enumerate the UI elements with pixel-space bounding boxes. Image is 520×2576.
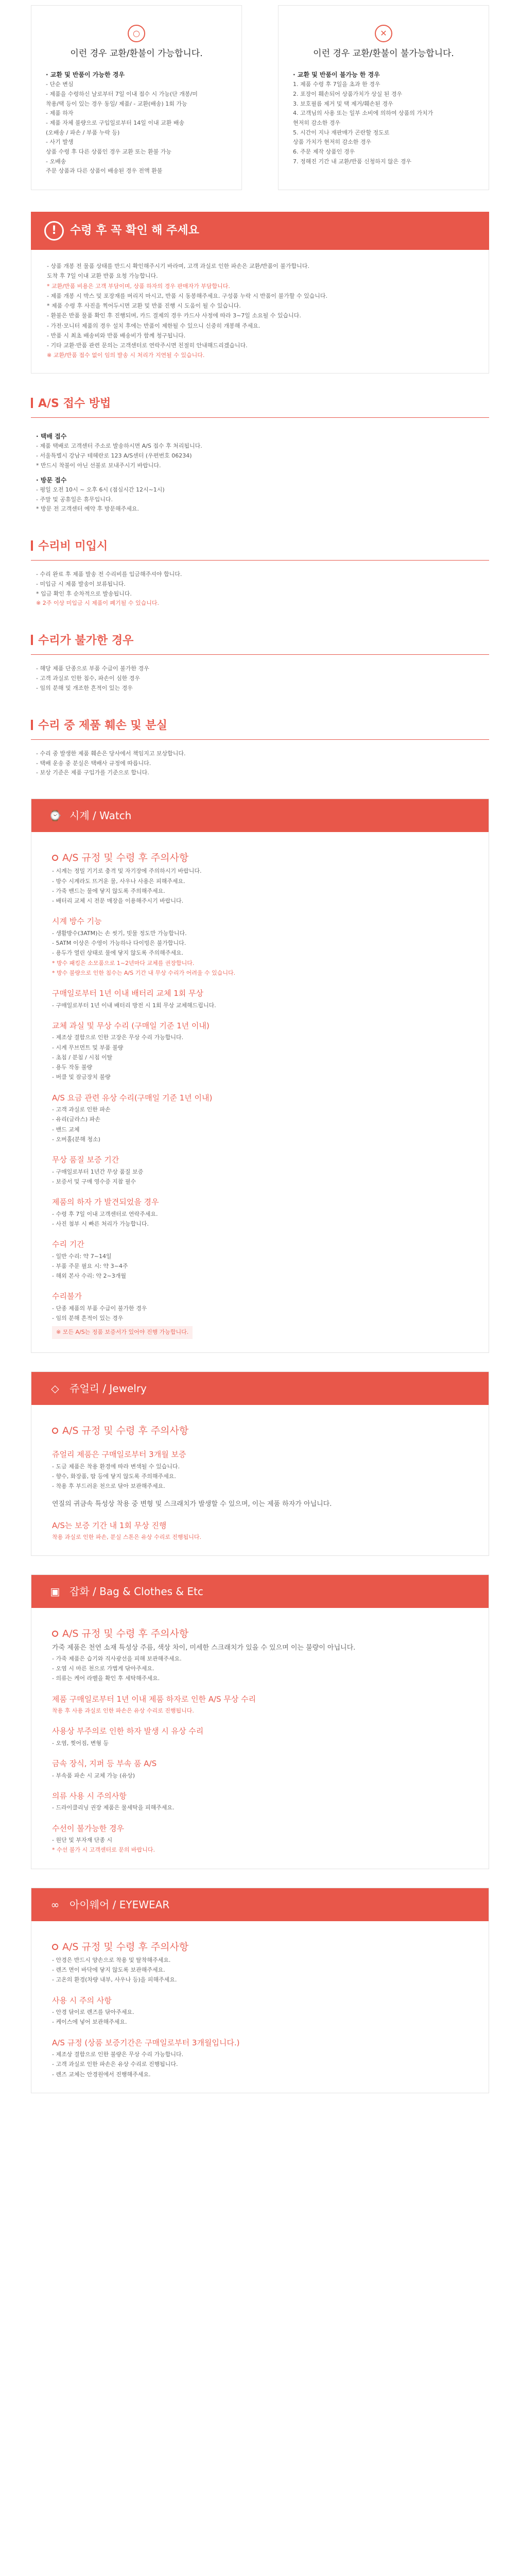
repair-fee-body xyxy=(31,561,489,611)
repair-damage-body xyxy=(31,740,489,780)
bag-sec-heading: 수선이 불가능한 경우 xyxy=(52,1823,124,1833)
watch-sec-line: - 보증서 및 구매 영수증 지참 필수 xyxy=(52,1178,136,1185)
exchange-possible-card xyxy=(31,5,242,190)
watch-sec-line: - 임의 분해 흔적이 있는 경우 xyxy=(52,1315,124,1322)
bag-lead: 가죽 제품은 천연 소재 특성상 주름, 색상 차이, 미세한 스크래치가 있을 수 있으며 이는 불량이 아닙니다. xyxy=(52,1643,356,1652)
possible-line: (오배송 / 파손 / 부품 누락 등) xyxy=(46,129,120,136)
bag-body xyxy=(31,1608,489,1868)
circle-o-icon: ○ xyxy=(128,25,145,42)
watch-sec-line: - 구매일로부터 1년 이내 배터리 방전 시 1회 무상 교체해드립니다. xyxy=(52,1002,216,1009)
possible-line: - 제품을 수령하신 날로부터 7일 이내 접수 시 가능(단 개봉/미 xyxy=(46,90,198,97)
notice-red-line: ※ 교환/반품 접수 없이 임의 발송 시 처리가 지연될 수 있습니다. xyxy=(47,352,205,359)
bag-icon: ▣ xyxy=(50,1585,60,1598)
possible-line: 상품 수령 후 다른 상품인 경우 교환 또는 환불 가능 xyxy=(46,148,171,156)
x-mark-icon: ✕ xyxy=(375,25,392,42)
watch-sec-line: - 유리(글라스) 파손 xyxy=(52,1116,100,1123)
bag-line: - 가죽 제품은 습기와 직사광선을 피해 보관해주세요. xyxy=(52,1655,182,1662)
watch-sec-heading: 수리 기간 xyxy=(52,1240,84,1249)
eyewear-line: - 고온의 환경(차량 내부, 사우나 등)을 피해주세요. xyxy=(52,1976,177,1984)
title-bar xyxy=(31,720,33,730)
bag-category xyxy=(31,1574,489,1869)
jewelry-line: - 착용 후 부드러운 천으로 닦아 보관해주세요. xyxy=(52,1483,165,1490)
notice-section xyxy=(0,190,520,374)
notice-line: 도착 후 7일 이내 교환 반품 요청 가능합니다. xyxy=(47,273,158,280)
jewelry-body xyxy=(31,1405,489,1555)
as-line: - 주말 및 공휴일은 휴무입니다. xyxy=(36,496,113,503)
bag-sec-red: 착용 후 사용 과실로 인한 파손은 유상 수리로 진행됩니다. xyxy=(52,1707,194,1715)
watch-sec-line: - 5ATM 이상은 수영이 가능하나 다이빙은 불가합니다. xyxy=(52,940,186,947)
watch-sec-line: - 사진 첨부 시 빠른 처리가 가능합니다. xyxy=(52,1220,149,1227)
exchange-cards xyxy=(0,0,520,190)
watch-sec-red: * 방수 불량으로 인한 침수는 A/S 기간 내 무상 수리가 어려울 수 있습니다. xyxy=(52,969,236,976)
notice-header xyxy=(31,212,489,250)
jewelry-header: ◇ 쥬얼리 / Jewelry xyxy=(31,1372,489,1405)
repair-impossible-body xyxy=(31,655,489,695)
watch-sec-line: - 수령 후 7일 이내 고객센터로 연락주세요. xyxy=(52,1210,158,1217)
eyewear-body xyxy=(31,1921,489,2093)
impossible-lines xyxy=(293,80,474,166)
repair-fee-line: * 입금 확인 후 순차적으로 발송됩니다. xyxy=(36,590,132,597)
eyewear-header: ∞ 아이웨어 / EYEWEAR xyxy=(31,1888,489,1921)
watch-sec-heading: 구매일로부터 1년 이내 배터리 교체 1회 무상 xyxy=(52,989,204,998)
bag-subheading: A/S 규정 및 수령 후 주의사항 xyxy=(52,1625,468,1642)
bag-sec-line: - 오염, 찢어짐, 변형 등 xyxy=(52,1739,109,1747)
bag-sec-line: - 드라이클리닝 권장 제품은 물세탁을 피해주세요. xyxy=(52,1804,175,1811)
watch-sec-heading: 제품의 하자 가 발견되었을 경우 xyxy=(52,1197,159,1207)
bag-header: ▣ 잡화 / Bag & Clothes & Etc xyxy=(31,1575,489,1608)
ring-bullet-icon xyxy=(52,1631,58,1637)
watch-sec-heading: 수리불가 xyxy=(52,1292,82,1301)
watch-sec-line: - 생활방수(3ATM)는 손 씻기, 빗물 정도만 가능합니다. xyxy=(52,929,187,937)
as-group-heading: · 택배 접수 xyxy=(36,433,67,440)
repair-impossible-title: 수리가 불가한 경우 xyxy=(31,631,489,655)
bag-sec-heading: 제품 구매일로부터 1년 이내 제품 하자로 인한 A/S 무상 수리 xyxy=(52,1694,256,1704)
notice-line: - 기타 교환·반품 관련 문의는 고객센터로 연락주시면 친절히 안내해드리겠습니다. xyxy=(47,342,248,349)
impossible-line: 4. 고객님의 사용 또는 일부 소비에 의하여 상품의 가치가 xyxy=(293,110,434,117)
possible-line: - 단순 변심 xyxy=(46,81,74,88)
watch-sec-line: - 용두 작동 불량 xyxy=(52,1064,93,1071)
jewelry-lead: 연질의 귀금속 특성상 착용 중 변형 및 스크래치가 발생할 수 있으며, 이는 제품 하자가 아닙니다. xyxy=(52,1500,332,1508)
watch-sec-heading: A/S 요금 관련 유상 수리(구매일 기준 1년 이내) xyxy=(52,1093,213,1103)
impossible-line: 5. 시간이 지나 재판매가 곤란할 정도로 xyxy=(293,129,390,136)
watch-sec-line: - 버클 및 잠금장치 불량 xyxy=(52,1074,111,1081)
watch-sec-line: - 해외 본사 수리: 약 2~3개월 xyxy=(52,1273,127,1280)
repair-damage-line: - 수리 중 발생한 제품 훼손은 당사에서 책임지고 보상합니다. xyxy=(36,750,186,757)
watch-subheading: A/S 규정 및 수령 후 주의사항 xyxy=(52,850,468,866)
possible-line: - 사기 발생 xyxy=(46,139,74,146)
eyewear-sec-line: - 렌즈 교체는 안경원에서 진행해주세요. xyxy=(52,2071,151,2078)
eyewear-line: - 렌즈 면이 바닥에 닿지 않도록 보관해주세요. xyxy=(52,1967,165,1974)
ring-bullet-icon xyxy=(52,1944,58,1950)
watch-sec-red: * 방수 패킹은 소모품으로 1~2년마다 교체를 권장합니다. xyxy=(52,959,195,967)
jewelry-line: - 도금 제품은 착용 환경에 따라 변색될 수 있습니다. xyxy=(52,1463,180,1470)
possible-line: - 제품 하자 xyxy=(46,110,74,117)
watch-icon: ⌚ xyxy=(48,809,62,822)
eyewear-category xyxy=(31,1888,489,2093)
watch-line: - 시계는 정밀 기기로 충격 및 자기장에 주의하시기 바랍니다. xyxy=(52,868,202,875)
as-group-heading: · 방문 접수 xyxy=(36,476,67,484)
watch-category xyxy=(31,799,489,1353)
ring-bullet-icon xyxy=(52,855,58,861)
jewelry-as-heading: A/S는 보증 기간 내 1회 무상 진행 xyxy=(52,1520,167,1530)
impossible-line: 현저히 감소한 경우 xyxy=(293,120,341,127)
notice-line: - 가전·모니터 제품의 경우 설치 후에는 반품이 제한될 수 있으니 신중히 개봉해 주세요. xyxy=(47,322,261,329)
notice-line: * 교환/반품 비용은 고객 부담이며, 상품 하자의 경우 판매자가 부담합니다. xyxy=(47,282,230,290)
eyewear-sec-line: - 케이스에 넣어 보관해주세요. xyxy=(52,2019,127,2026)
bag-sec-line: - 원단 및 부자재 단종 시 xyxy=(52,1837,113,1844)
exclamation-icon: ! xyxy=(44,221,64,241)
watch-sec-heading: 교체 과실 및 무상 수리 (구매일 기준 1년 이내) xyxy=(52,1021,210,1030)
impossible-heading: · 교환 및 반품이 불가능 한 경우 xyxy=(293,71,380,78)
watch-line: - 방수 시계라도 뜨거운 물, 사우나 사용은 피해주세요. xyxy=(52,877,185,885)
glasses-icon: ∞ xyxy=(50,1898,60,1911)
watch-sec-line: - 오버홀(분해 청소) xyxy=(52,1136,100,1143)
as-method-title: A/S 접수 방법 xyxy=(31,394,489,418)
eyewear-sec-heading: 사용 시 주의 사항 xyxy=(52,1995,112,2005)
watch-sec-line: - 초침 / 분침 / 시침 이탈 xyxy=(52,1054,113,1061)
possible-title: ○ 이런 경우 교환/환불이 가능합니다. xyxy=(46,6,227,61)
possible-line: - 오배송 xyxy=(46,158,66,165)
repair-fee-line: - 수리 완료 후 제품 발송 전 수리비를 입금해주셔야 합니다. xyxy=(36,571,182,578)
bag-line: - 오염 시 마른 천으로 가볍게 닦아주세요. xyxy=(52,1665,154,1672)
watch-red-footer: ※ 모든 A/S는 정품 보증서가 있어야 진행 가능합니다. xyxy=(52,1326,193,1339)
repair-impossible-line: - 해당 제품 단종으로 부품 수급이 불가한 경우 xyxy=(36,665,149,672)
watch-sec-heading: 시계 방수 기능 xyxy=(52,917,102,926)
as-line: * 반드시 착불이 아닌 선불로 보내주시기 바랍니다. xyxy=(36,462,161,469)
watch-header: ⌚ 시계 / Watch xyxy=(31,799,489,832)
watch-body xyxy=(31,832,489,1352)
repair-fee-title: 수리비 미입시 xyxy=(31,537,489,561)
impossible-line: 1. 제품 수령 후 7일을 초과 한 경우 xyxy=(293,81,380,88)
repair-damage-title: 수리 중 제품 훼손 및 분실 xyxy=(31,716,489,740)
bag-line: - 의류는 케어 라벨을 확인 후 세탁해주세요. xyxy=(52,1675,160,1682)
notice-line: - 환불은 반품 물품 확인 후 진행되며, 카드 결제의 경우 카드사 사정에 따라 3~7일 소요될 수 있습니다. xyxy=(47,312,301,319)
possible-line: - 제품 자체 불량으로 구입일로부터 14일 이내 교환 배송 xyxy=(46,120,185,127)
notice-line: * 제품 수령 후 사진을 찍어두시면 교환 및 반품 진행 시 도움이 될 수 있습니다. xyxy=(47,302,241,310)
as-line: * 방문 전 고객센터 예약 후 방문해주세요. xyxy=(36,505,139,513)
bag-sec-heading: 사용상 부주의로 인한 하자 발생 시 유상 수리 xyxy=(52,1726,204,1736)
possible-line: 주문 상품과 다른 상품이 배송된 경우 전액 환불 xyxy=(46,167,163,175)
exchange-impossible-card xyxy=(278,5,489,190)
possible-heading: · 교환 및 반품이 가능한 경우 xyxy=(46,71,125,78)
repair-fee-line: - 미입금 시 제품 발송이 보류됩니다. xyxy=(36,581,126,588)
as-method-section xyxy=(0,394,520,780)
bag-sec-heading: 의류 사용 시 주의사항 xyxy=(52,1791,127,1801)
repair-impossible-line: - 임의 분해 및 개조한 흔적이 있는 경우 xyxy=(36,684,133,691)
watch-sec-line: - 제조상 결함으로 인한 고장은 무상 수리 가능합니다. xyxy=(52,1034,184,1041)
bag-sec-line: - 부속품 파손 시 교체 가능 (유상) xyxy=(52,1772,135,1779)
watch-sec-line: - 고객 과실로 인한 파손 xyxy=(52,1106,111,1113)
title-bar xyxy=(31,540,33,551)
watch-sec-line: - 용두가 열린 상태로 물에 닿지 않도록 주의해주세요. xyxy=(52,950,184,957)
notice-line: - 제품 개봉 시 박스 및 포장재를 버리지 마시고, 반품 시 동봉해주세요. 구성품 누락 시 반품이 불가할 수 있습니다. xyxy=(47,292,327,299)
possible-line: 착용/택 등이 있는 경우 동일/ 제품/ - 교환(배송) 1회 가능 xyxy=(46,100,187,107)
watch-line: - 가죽 밴드는 물에 닿지 않도록 주의해주세요. xyxy=(52,887,165,894)
watch-sec-line: - 부품 주문 필요 시: 약 3~4주 xyxy=(52,1262,128,1269)
watch-line: - 배터리 교체 시 전문 매장을 이용해주시기 바랍니다. xyxy=(52,897,184,905)
eyewear-subheading: A/S 규정 및 수령 후 주의사항 xyxy=(52,1939,468,1955)
repair-damage-line: - 택배 운송 중 분실은 택배사 규정에 따릅니다. xyxy=(36,759,151,767)
repair-fee-red: ※ 2주 이상 미입금 시 제품이 폐기될 수 있습니다. xyxy=(36,600,159,607)
jewelry-category xyxy=(31,1371,489,1556)
ring-icon: ◇ xyxy=(51,1382,59,1395)
possible-lines xyxy=(46,80,227,176)
ring-bullet-icon xyxy=(52,1428,58,1434)
watch-sec-line: - 구매일로부터 1년간 무상 품질 보증 xyxy=(52,1168,144,1175)
watch-sec-line: - 단종 제품의 부품 수급이 불가한 경우 xyxy=(52,1304,147,1312)
watch-sec-heading: 무상 품질 보증 기간 xyxy=(52,1155,119,1165)
impossible-line: 3. 보호필름 제거 및 택 제거/훼손된 경우 xyxy=(293,100,393,107)
notice-line: - 반품 시 최초 배송비와 반품 배송비가 함께 청구됩니다. xyxy=(47,332,186,339)
repair-damage-line: - 보상 기준은 제품 구입가를 기준으로 합니다. xyxy=(36,769,149,776)
bag-sec-heading: 금속 장식, 지퍼 등 부속 품 A/S xyxy=(52,1759,157,1769)
eyewear-sec-heading: A/S 규정 (상품 보증기간은 구매일로부터 3개월입니다.) xyxy=(52,2038,240,2047)
impossible-line: 상품 가치가 현저히 감소한 경우 xyxy=(293,139,372,146)
title-bar xyxy=(31,398,33,408)
as-line: - 제품 택배로 고객센터 주소로 발송하시면 A/S 접수 후 처리됩니다. xyxy=(36,443,202,450)
bag-sec-red: * 수선 불가 시 고객센터로 문의 바랍니다. xyxy=(52,1846,155,1854)
watch-sec-line: - 시계 무브먼트 및 부품 불량 xyxy=(52,1044,124,1051)
as-method-body xyxy=(31,418,489,516)
eyewear-sec-line: - 제조상 결함으로 인한 불량은 무상 수리 가능합니다. xyxy=(52,2051,184,2058)
eyewear-sec-line: - 고객 과실로 인한 파손은 유상 수리로 진행됩니다. xyxy=(52,2061,178,2068)
impossible-line: 7. 정해진 기간 내 교환/반품 신청하지 않은 경우 xyxy=(293,158,411,165)
impossible-line: 2. 포장이 훼손되어 상품가치가 상실 된 경우 xyxy=(293,90,403,97)
title-bar xyxy=(31,635,33,645)
watch-sec-line: - 일반 수리: 약 7~14일 xyxy=(52,1252,112,1260)
watch-sec-line: - 밴드 교체 xyxy=(52,1126,80,1133)
jewelry-subheading: A/S 규정 및 수령 후 주의사항 xyxy=(52,1422,468,1439)
as-line: - 평일 오전 10시 ~ 오후 6시 (점심시간 12시~1시) xyxy=(36,486,165,493)
jewelry-warranty: 쥬얼리 제품은 구매일로부터 3개월 보증 xyxy=(52,1450,186,1460)
jewelry-as-red: 착용 과실로 인한 파손, 분실 스톤은 유상 수리로 진행됩니다. xyxy=(52,1534,201,1541)
eyewear-sec-line: - 안경 닦이로 렌즈를 닦아주세요. xyxy=(52,2009,134,2016)
impossible-title: ✕ 이런 경우 교환/환불이 불가능합니다. xyxy=(293,6,474,61)
as-line: - 서울특별시 강남구 테헤란로 123 A/S센터 (우편번호 06234) xyxy=(36,452,192,460)
repair-impossible-line: - 고객 과실로 인한 침수, 파손이 심한 경우 xyxy=(36,675,140,682)
notice-title: 수령 후 꼭 확인 해 주세요 xyxy=(70,224,199,238)
eyewear-line: - 안경은 반드시 양손으로 착용 및 탈착해주세요. xyxy=(52,1956,171,1963)
notice-line: - 상품 개봉 전 물품 상태를 반드시 확인해주시기 바라며, 고객 과실로 인한 파손은 교환/반품이 불가합니다. xyxy=(47,263,309,270)
jewelry-line: - 향수, 화장품, 땀 등에 닿지 않도록 주의해주세요. xyxy=(52,1473,176,1480)
impossible-line: 6. 주문 제작 상품인 경우 xyxy=(293,148,355,156)
notice-body xyxy=(31,250,489,374)
